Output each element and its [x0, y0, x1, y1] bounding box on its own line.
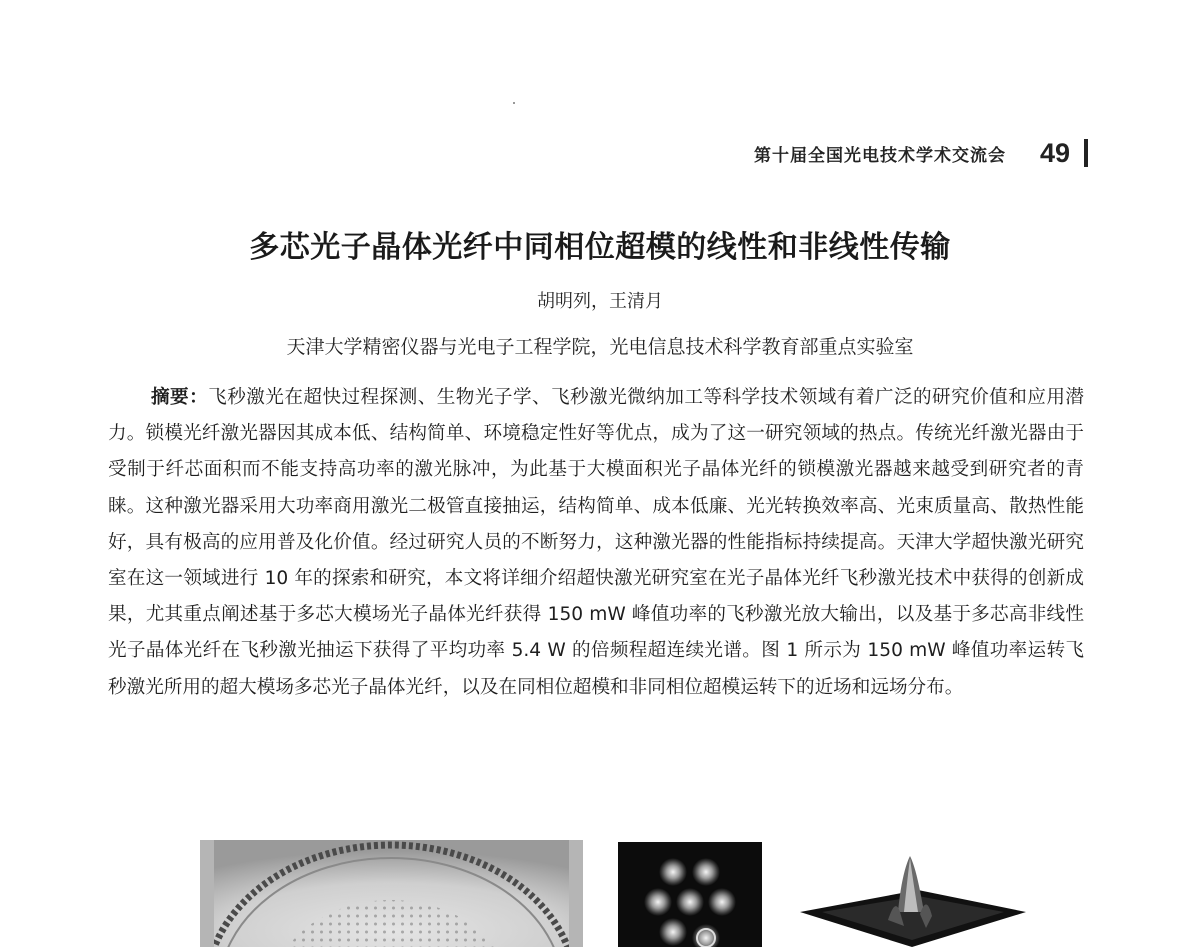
abstract-label: 摘要： [151, 387, 209, 408]
affiliation: 天津大学精密仪器与光电子工程学院，光电信息技术科学教育部重点实验室 [286, 336, 914, 358]
scan-speck [513, 102, 515, 104]
abstract-body: 飞秒激光在超快过程探测、生物光子学、飞秒激光微纳加工等科学技术领域有着广泛的研究价值和应用潜力。锁模光纤激光器因其成本低、结构简单、环境稳定性好等优点，成为了这一研究领域的热点。传统光纤激光器由于受制于纤芯面积而不能支持高功率的激光脉冲，为此基于大模面积光子晶体光纤的锁模激光器越来越受到研究者的青睐。这种激光器采用大功率商用激光二极管直接抽运，结构简单、成本低廉、光光转换效率高、光束质量高、散热性能好，具有极高的应用普及化价值。经过研究人员的不断努力，这种激光器的性能指标持续提高。天津大学超快激光研究室在这一领域进行 10 年的探索和研究，本文将详细介绍超快激光研究室在光子晶体光纤飞秒激光技术中获得的创新成果，尤其重点阐述基于多芯大模场光子晶体光纤获得 150 mW 峰值功率的飞秒激光放大输出，以及基于多芯高非线性光子晶体光纤在飞秒激光抽运下获得了平均功率 5.4 W 的倍频程超连续光谱。图 1 所示为 150 mW 峰值功率运转飞秒激光所用的超大模场多芯光子晶体光纤，以及在同相位超模和非同相位超模运转下的近场和远场分布。 [108, 387, 1084, 698]
near-field-image [618, 842, 762, 947]
far-field-3d-intensity-profile [800, 850, 1026, 947]
running-header [754, 136, 1088, 170]
near-field-intensity-pattern [618, 842, 762, 947]
abstract [108, 380, 1084, 706]
header-divider-bar [1084, 139, 1088, 167]
conference-name: 第十届全国光电技术学术交流会 [753, 145, 1006, 166]
fiber-cross-section-micrograph [200, 840, 583, 947]
page-number: 49 [1039, 137, 1070, 168]
paper-title: 多芯光子晶体光纤中同相位超模的线性和非线性传输 [249, 230, 951, 265]
authors: 胡明列，王清月 [537, 291, 663, 312]
far-field-image [800, 850, 1026, 947]
fiber-micrograph-image [200, 840, 583, 947]
